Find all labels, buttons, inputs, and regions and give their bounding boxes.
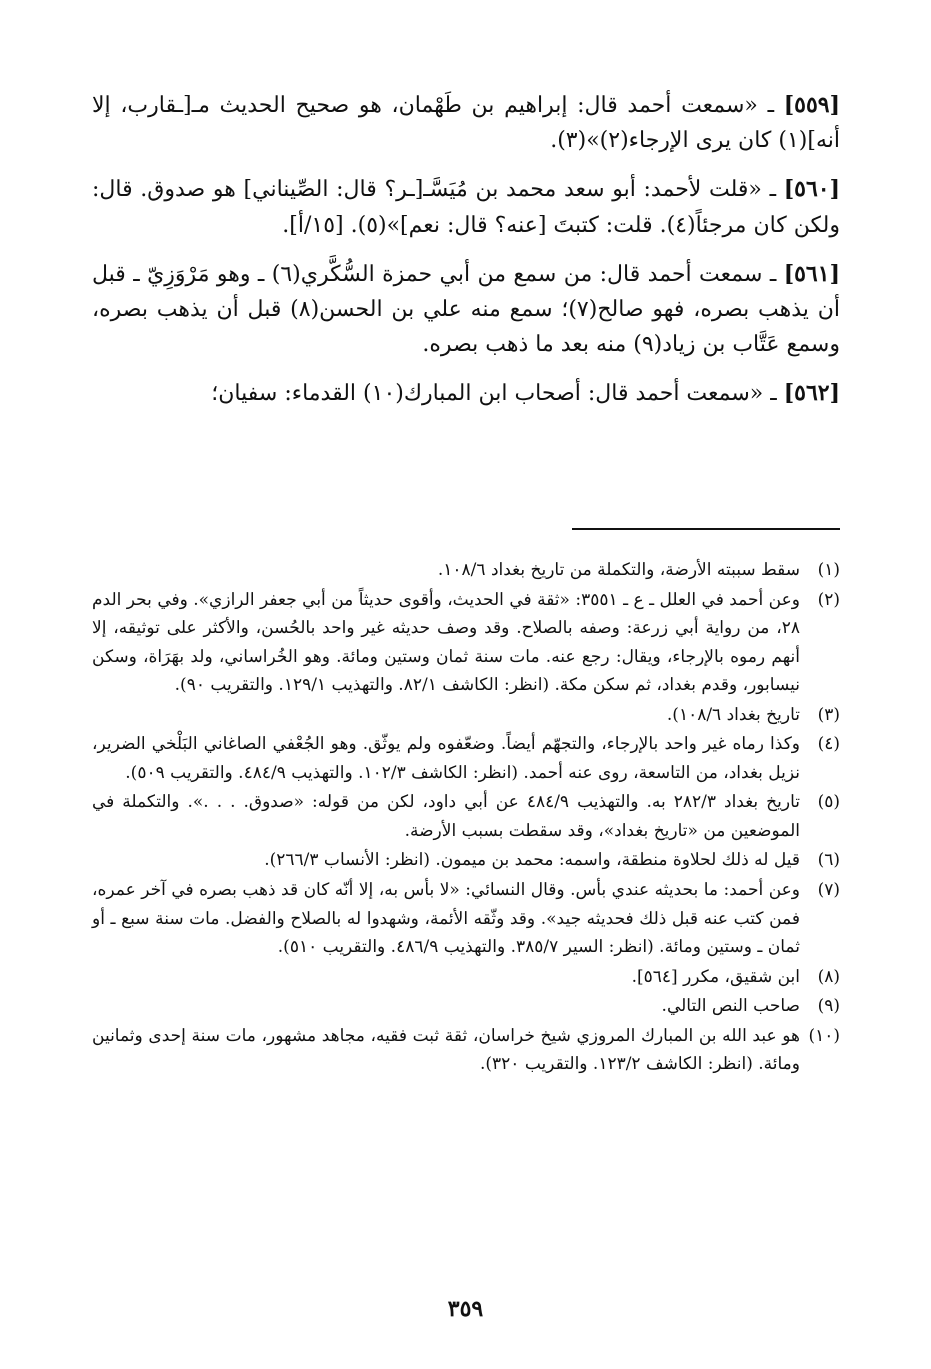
footnote-text: تاريخ بغداد ٢٨٢/٣ به. والتهذيب ٤٨٤/٩ عن أبي داود، لكن من قوله: «صدوق. . . .». والتكملة في الموضعين من «تاريخ بغداد»، وقد سقطت بسبب الأرضة. (92, 792, 800, 841)
footnote (92, 1022, 840, 1079)
entry-number: [٥٦٢] (783, 380, 840, 407)
footnote (92, 701, 840, 730)
footnote-marker: (٧) (817, 880, 840, 901)
footnote (92, 876, 840, 962)
footnote-text: سقط سببته الأرضة، والتكملة من تاريخ بغداد ١٠٨/٦. (437, 560, 800, 580)
footnote (92, 730, 840, 787)
footnotes (92, 556, 840, 1080)
entry-text: ـ «قلت لأحمد: أبو سعد محمد بن مُيَسَّـ[ـر؟ قال: الصِّيناني] هو صدوق. قال: ولكن كان مرجئاً(٤). قلت: كتبتَ [عنه؟ قال: نعم]»(٥). [١٥/أ]. (92, 177, 840, 238)
entry-561 (92, 257, 840, 363)
footnote-separator (572, 528, 840, 530)
footnote-text: وعن أحمد: ما بحديثه عندي بأس. وقال النسائي: «لا بأس به، إلا أنّه كان قد ذهب بصره في آخر عمره، فمن كتب عنه قبل ذلك فحديثه جيد». وقد وثّقه الأئمة، وشهدوا له بالصلاح والفضل. مات سنة سبع ـ أو ثمان ـ وستين ومائة. (انظر: السير ٣٨٥/٧. والتهذيب ٤٨٦/٩. والتقريب ٥١٠). (92, 880, 800, 958)
entry-number: [٥٥٩] (783, 92, 840, 118)
footnote (92, 846, 840, 875)
footnote-marker: (٣) (817, 704, 840, 725)
footnote-marker: (٤) (817, 734, 840, 755)
footnote-text: وكذا رماه غير واحد بالإرجاء، والتجهّم أيضاً. وضعّفوه ولم يوثّق. وهو الجُعْفي الصاغاني البَلْخي الضرير، نزيل بغداد، من التاسعة، روى عنه أحمد. (انظر: الكاشف ١٠٢/٣. والتهذيب ٤٨٤/٩. والتقريب ٥٠٩). (92, 734, 800, 783)
footnote (92, 788, 840, 845)
entry-text: ـ «سمعت أحمد قال: إبراهيم بن طَهْمان، هو صحيح الحديث مـ[ـقارب، إلا أنه](١) كان يرى الإرجاء(٢)»(٣). (92, 93, 840, 154)
footnote-marker: (٥) (817, 792, 840, 813)
entry-number: [٥٦٠] (783, 176, 840, 203)
footnote-text: وعن أحمد في العلل ـ ع ـ ٣٥٥١: «ثقة في الحديث، وأقوى حديثاً من أبي جعفر الرازي». وفي بحر الدم ٢٨، من رواية أبي زرعة: وصفه بالصلاح. وقد وصف حديثه غير واحد بالحُسن، والأكثر على توثيقه، إلا أنهم رموه بالإرجاء، ويقال: رجع عنه. مات سنة ثمان وستين ومائة. وهو الخُراساني، ولد بهَرَاة، وسكن نيسابور، وقدم بغداد، ثم سكن مكة. (انظر: الكاشف ٨٢/١. والتهذيب ١٢٩/١. والتقريب ٩٠). (92, 589, 800, 696)
footnote-text: صاحب النص التالي. (661, 996, 800, 1017)
main-text (92, 88, 840, 426)
page-number: ٣٥٩ (447, 1296, 484, 1322)
footnote (92, 992, 840, 1021)
entry-text: ـ «سمعت أحمد قال: أصحاب ابن المبارك(١٠) القدماء: سفيان؛ (211, 381, 784, 407)
footnote-marker: (٨) (817, 966, 840, 987)
footnote (92, 963, 840, 992)
entry-number: [٥٦١] (783, 260, 840, 287)
footnote (92, 556, 840, 585)
footnote-marker: (٢) (817, 589, 840, 610)
footnote-text: قيل له ذلك لحلاوة منطقة، واسمه: محمد بن ميمون. (انظر: الأنساب ٢٦٦/٣). (264, 850, 800, 871)
footnote-text: ابن شقيق، مكرر [٥٦٤]. (631, 966, 800, 987)
entry-560 (92, 172, 840, 242)
footnote (92, 586, 840, 700)
entry-text: ـ سمعت أحمد قال: من سمع من أبي حمزة السُّكَّري(٦) ـ وهو مَرْوَزِيّ ـ قبل أن يذهب بصره، فهو صالح(٧)؛ سمع منه علي بن الحسن(٨) قبل أن يذهب بصره، وسمع عَتَّاب بن زياد(٩) منه بعد ما ذهب بصره. (92, 261, 840, 358)
footnote-marker: (١٠) (808, 1025, 840, 1046)
entry-559 (92, 88, 840, 158)
footnote-text: تاريخ بغداد ١٠٨/٦). (666, 704, 800, 725)
footnote-text: هو عبد الله بن المبارك المروزي شيخ خراسان، ثقة ثبت فقيه، مجاهد مشهور، مات سنة إحدى وثمانين ومائة. (انظر: الكاشف ١٢٣/٢. والتقريب ٣٢٠). (92, 1025, 800, 1075)
footnote-marker: (٩) (817, 996, 840, 1017)
footnote-marker: (١) (817, 560, 840, 580)
entry-562 (92, 376, 840, 411)
footnote-marker: (٦) (817, 850, 840, 871)
